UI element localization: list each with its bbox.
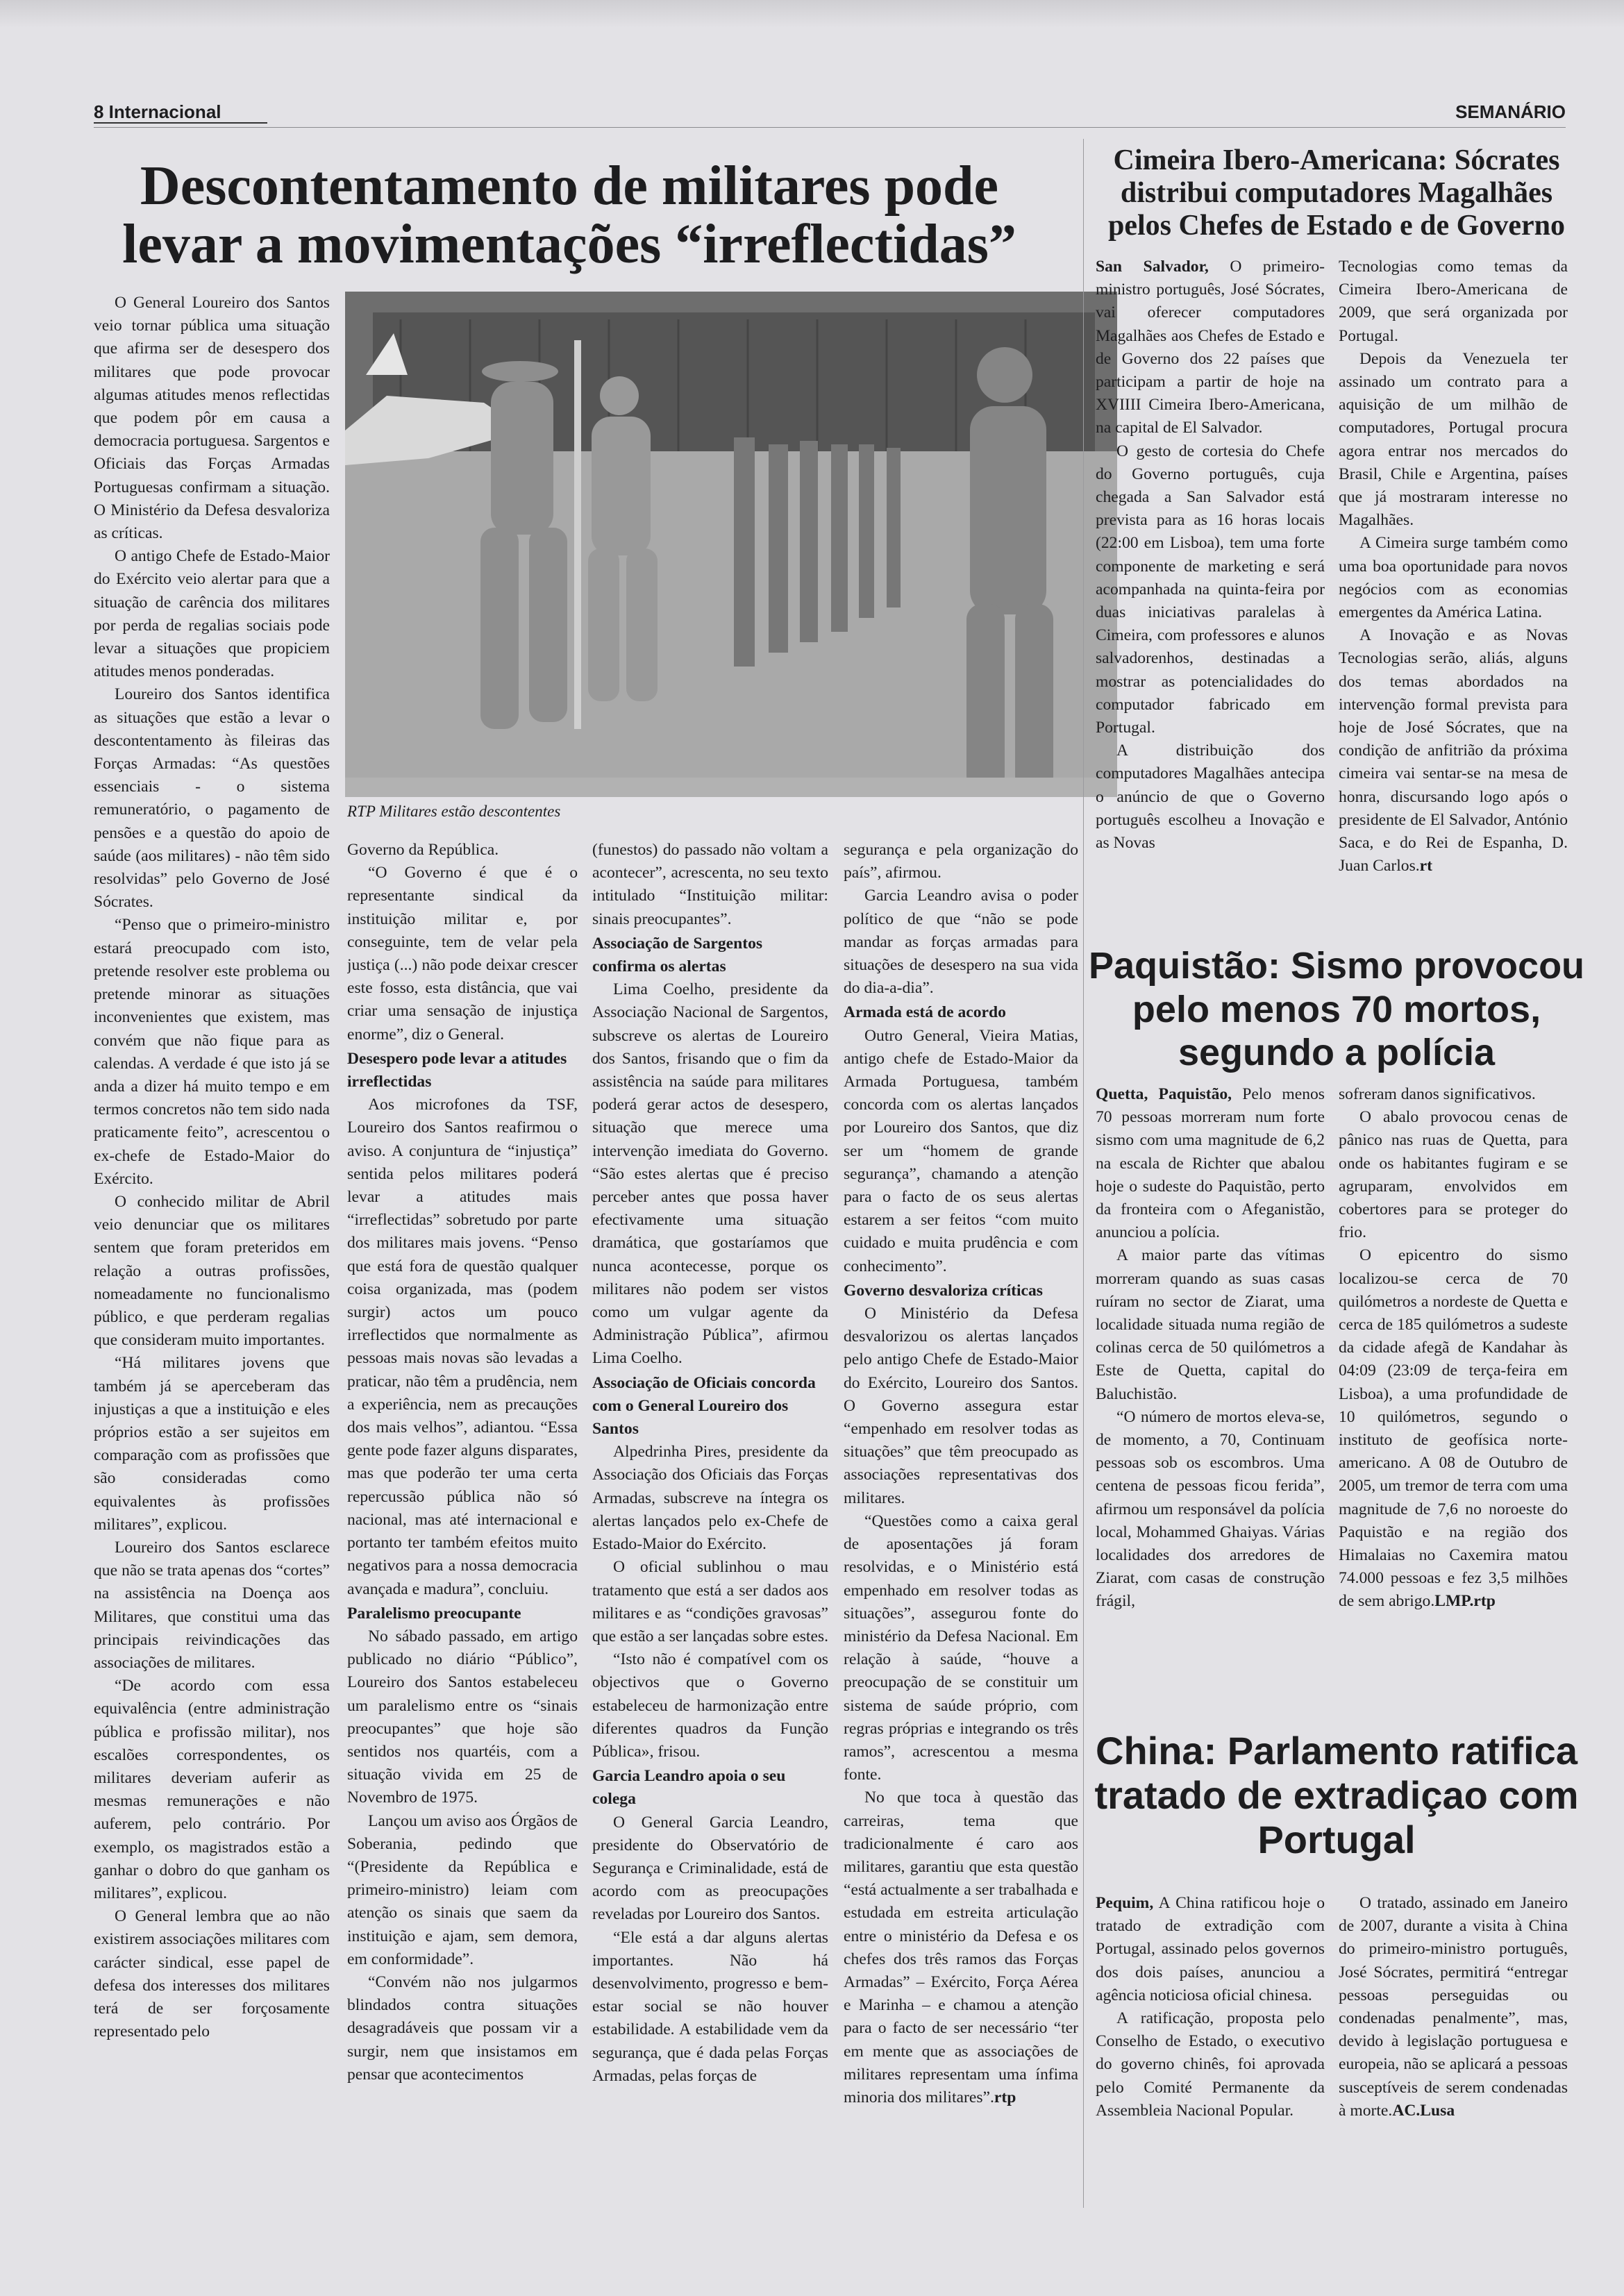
- paragraph: [592, 1648, 828, 1763]
- paragraph-text: O tratado, assinado em Janeiro de 2007, durante a visita à China do primeiro-ministro português, José Sócrates, permitirá “entregar pessoas perseguidas ou condenadas penalmente”, mas, devido à legislação portuguesa e europeia, não se aplicará a pessoas susceptíveis de serem condenadas à morte.: [1339, 1894, 1568, 2120]
- paragraph: [347, 839, 578, 862]
- paragraph-text: A Inovação e as Novas Tecnologias serão, aliás, alguns dos temas abordados na intervenção formal prevista para hoje de José Sócrates, que na condição de anfitrião da próxima cimeira vai sentar-se na mesa de honra, discursando logo após o presidente de El Salvador, António Saca, e do Rei de Espanha, D. Juan Carlos.: [1339, 626, 1568, 875]
- paragraph: [592, 1811, 828, 1927]
- byline-signature: LMP.rtp: [1434, 1592, 1496, 1611]
- cimeira-column-1: [1096, 255, 1325, 943]
- paragraph: [1339, 1244, 1568, 1613]
- main-article-column-1: [94, 292, 330, 2208]
- subheading: Desespero pode levar a atitudes irreflectidas: [347, 1049, 567, 1091]
- subheading: Armada está de acordo: [844, 1003, 1006, 1022]
- paragraph-text: (funestos) do passado não voltam a acontecer”, acrescenta, no seu texto intitulado “Instituição militar: sinais preocupantes”.: [592, 841, 828, 928]
- paragraph: [1096, 1083, 1325, 1244]
- byline-signature: AC.Lusa: [1392, 2101, 1455, 2120]
- paragraph: [1339, 348, 1568, 533]
- paragraph: [1339, 255, 1568, 348]
- paragraph: [592, 1441, 828, 1556]
- paragraph-text: A Cimeira surge também como uma boa oportunidade para novos negócios com as economias emergentes da América Latina.: [1339, 534, 1568, 622]
- section-underline: [94, 122, 267, 124]
- paragraph: [94, 545, 330, 683]
- paragraph: [592, 978, 828, 1370]
- paragraph-text: “O número de mortos eleva-se, de momento, a 70, Continuam pessoas sob os escombros. Uma centena de pessoas ficou ferida”, afirmou um responsável da polícia local, Mohammed Ghaiyas. Várias localidades dos arredores de Ziarat, com casas de construção frágil,: [1096, 1407, 1325, 1611]
- main-article-column-2: [347, 839, 578, 2208]
- paragraph-text: Lima Coelho, presidente da Associação Nacional de Sargentos, subscreve os alertas de Loureiro dos Santos, frisando que o fim da assistência na saúde para militares poderá gerar actos de desespero, situação que merece uma intervenção imediata do Governo. “São estes alertas que é preciso perceber antes que possa haver efectivamente uma situação dramática, que gostaríamos que nunca acontecesse, porque os militares não podem ser vistos como um vulgar agente da Administração Pública”, afirmou Lima Coelho.: [592, 980, 828, 1368]
- paragraph: [844, 1302, 1078, 1510]
- china-column-1: [1096, 1892, 1325, 2208]
- paragraph-text: Governo da República.: [347, 841, 499, 859]
- paragraph-text: O General Garcia Leandro, presidente do Observatório de Segurança e Criminalidade, está de acordo com as preocupações reveladas por Loureiro dos Santos.: [592, 1813, 828, 1924]
- paragraph: [592, 1927, 828, 2088]
- paragraph: [844, 885, 1078, 1000]
- paragraph-text: Alpedrinha Pires, presidente da Associação dos Oficiais das Forças Armadas, subscreve na íntegra os alertas lançados pelo ex-Chefe de Estado-Maior do Exército.: [592, 1443, 828, 1554]
- paragraph: [347, 1971, 578, 2086]
- paragraph: [844, 1025, 1078, 1278]
- paragraph: [94, 683, 330, 914]
- paragraph: [94, 1536, 330, 1675]
- header-divider: [94, 127, 1566, 128]
- paragraph: [1339, 532, 1568, 624]
- paragraph: [1096, 2007, 1325, 2122]
- paragraph-text: O gesto de cortesia do Chefe do Governo português, cuja chegada a San Salvador está prevista para as 16 horas locais (22:00 em Lisboa), tem uma forte componente de marketing e será acompanhada na quinta-feira por duas iniciativas paralelas à Cimeira, com professores e alunos salvadorenhos, destinadas a mostrar as potencialidades do computador fabricado em Portugal.: [1096, 442, 1325, 737]
- byline-signature: rt: [1419, 857, 1432, 875]
- paragraph: [1096, 1406, 1325, 1614]
- soldiers-photo-illustration: [345, 292, 1117, 797]
- paragraph-text: “Convém não nos julgarmos blindados contra situações desagradáveis que possam vir a surgir, nem que insistamos em pensar que acontecimentos: [347, 1972, 578, 2084]
- paragraph-text: Pelo menos 70 pessoas morreram num forte sismo com uma magnitude de 6,2 na escala de Richter que abalou hoje o sudeste do Paquistão, perto da fronteira com o Afeganistão, anunciou a polícia.: [1096, 1085, 1325, 1242]
- paragraph: [1096, 1892, 1325, 2007]
- paragraph-text: O primeiro-ministro português, José Sócrates, vai oferecer computadores Magalhães aos Chefes de Estado e de Governo dos 22 países que participam a partir de hoje na XVIIII Cimeira Ibero-Americana, na capital de El Salvador.: [1096, 258, 1325, 437]
- paragraph: [94, 914, 330, 1190]
- paragraph: [94, 1905, 330, 2043]
- scan-edge: [0, 0, 1624, 28]
- paragraph-text: No sábado passado, em artigo publicado no diário “Público”, Loureiro dos Santos estabeleceu um paralelismo entre os “sinais preocupantes” que hoje são sentidos nos quartéis, com a situação vivida em 25 de Novembro de 1975.: [347, 1627, 578, 1807]
- paragraph: [1096, 739, 1325, 855]
- paragraph: [844, 1510, 1078, 1786]
- paragraph: [1339, 624, 1568, 878]
- paragraph-text: Outro General, Vieira Matias, antigo chefe de Estado-Maior da Armada Portuguesa, também concorda com os alertas lançados por Loureiro dos Santos, que diz ser um “homem de grande segurança”, chamando a atenção para o facto de os seus alertas estarem a ser feitos “com muito cuidado e muita prudência e com conhecimento”.: [844, 1026, 1078, 1275]
- main-headline: Descontentamento de militares pode levar a movimentações “irreflectidas”: [122, 156, 1016, 275]
- paragraph: [94, 1675, 330, 1905]
- cimeira-column-2: [1339, 255, 1568, 943]
- paragraph-text: “O Governo é que é o representante sindical da instituição militar e, por conseguinte, tem de velar pela justiça (...) não pode deixar crescer este fosso, esta distância, que vai criar uma sensação de injustiça enorme”, diz o General.: [347, 864, 578, 1044]
- paragraph-text: O General Loureiro dos Santos veio tornar pública uma situação que afirma ser de desespero dos militares que pode provocar algumas atitudes menos reflectidas que podem pôr em causa a democracia portuguesa. Sargentos e Oficiais das Forças Armadas Portuguesas confirmam a situação. O Ministério da Defesa desvaloriza as críticas.: [94, 294, 330, 543]
- paquistao-headline: Paquistão: Sismo provocou pelo menos 70 mortos, segundo a polícia: [1088, 945, 1585, 1074]
- column-divider: [1083, 139, 1084, 2208]
- subheading: Governo desvaloriza críticas: [844, 1281, 1043, 1300]
- paragraph-text: No que toca à questão das carreiras, tema que tradicionalmente é caro aos militares, garantiu que esta questão “está actualmente a ser trabalhada e estudada em estreita articulação entre o ministério da Defesa e os chefes dos três ramos das Forças Armadas” – Exército, Força Aérea e Marinha – e chamou a atenção para o facto de ser necessário “ter em mente que as associações de militares representam uma ínfima minoria dos militares”.: [844, 1788, 1078, 2106]
- paragraph-text: Garcia Leandro avisa o poder político de que “não se pode mandar as forças armadas para situações de desespero na sua vida do dia-a-dia”.: [844, 887, 1078, 998]
- paragraph-text: sofreram danos significativos.: [1339, 1085, 1536, 1103]
- paragraph-text: O oficial sublinhou o mau tratamento que está a ser dados aos militares e as “condições gravosas” que estão a ser lançadas sobre estes.: [592, 1558, 828, 1645]
- page-header: [94, 101, 1566, 129]
- paragraph-text: “Questões como a caixa geral de aposentações já foram resolvidas, e o Ministério está empenhado em resolver todas as situações”, assegurou fonte do ministério da Defesa Nacional. Em relação à saúde, “houve a preocupação de se constituir um sistema de saúde próprio, com regras próprias e integrando os três ramos”, acrescentou a mesma fonte.: [844, 1511, 1078, 1784]
- paquistao-column-2: [1339, 1083, 1568, 1722]
- subheading: Associação de Oficiais concorda com o General Loureiro dos Santos: [592, 1373, 816, 1439]
- paragraph: [94, 292, 330, 545]
- paragraph: [844, 839, 1078, 885]
- paragraph-text: O abalo provocou cenas de pânico nas ruas de Quetta, para onde os habitantes fugiram e se agruparam, envolvidos em cobertores para se proteger do frio.: [1339, 1108, 1568, 1242]
- paragraph-text: segurança e pela organização do país”, afirmou.: [844, 841, 1078, 882]
- china-column-2: [1339, 1892, 1568, 2208]
- paragraph-text: “De acordo com essa equivalência (entre administração pública e profissão militar), nos escalões correspondentes, os militares deveriam auferir as mesmas remunerações e não auferem, pelo contrário. Por exemplo, os magistrados estão a ganhar o dobro do que ganham os militares”, explicou.: [94, 1677, 330, 1903]
- paragraph: [1096, 1244, 1325, 1405]
- paragraph: [1339, 1892, 1568, 2122]
- paragraph: [1339, 1083, 1568, 1106]
- paragraph-text: A distribuição dos computadores Magalhães antecipa o anúncio de que o Governo português escolheu a Inovação e as Novas: [1096, 741, 1325, 853]
- paragraph-text: O Ministério da Defesa desvalorizou os alertas lançados pelo antigo Chefe de Estado-Maior do Exército, Loureiro dos Santos. O Governo assegura estar “empenhado em resolver todas as situações” que têm preocupado as associações representativas dos militares.: [844, 1305, 1078, 1507]
- dateline: Pequim,: [1096, 1894, 1154, 1912]
- paragraph: [592, 1556, 828, 1648]
- paquistao-column-1: [1096, 1083, 1325, 1722]
- dateline: Quetta, Paquistão,: [1096, 1085, 1232, 1103]
- cimeira-headline: Cimeira Ibero-Americana: Sócrates distribui computadores Magalhães pelos Chefes de Estado e de Governo: [1108, 144, 1565, 242]
- paragraph-text: O epicentro do sismo localizou-se cerca de 70 quilómetros a nordeste de Quetta e cerca de 185 quilómetros a sudeste da cidade afegã de Kandahar às 04:09 (23:09 de terça-feira em Lisboa), a uma profundidade de 10 quilómetros, segundo o instituto de geofísica norte-americano. A 08 de Outubro de 2005, um tremor de terra com uma magnitude de 7,6 no noroeste do Paquistão e na região dos Himalaias no Caxemira matou 74.000 pessoas e fez 3,5 milhões de sem abrigo.: [1339, 1246, 1568, 1611]
- paragraph: [1096, 255, 1325, 440]
- paragraph: [347, 1093, 578, 1600]
- paragraph-text: Loureiro dos Santos identifica as situações que estão a levar o descontentamento às fileiras das Forças Armadas: “As questões essenciais - o sistema remuneratório, o pagamento de pensões e a questão do apoio de saúde (aos militares) - não têm sido resolvidas” pelo Governo de José Sócrates.: [94, 685, 330, 912]
- photo-caption: RTP Militares estão descontentes: [347, 803, 561, 820]
- paragraph-text: O General lembra que ao não existirem associações militares com carácter sindical, esse papel de defesa dos interesses dos militares terá de ser forçosamente representado pelo: [94, 1907, 330, 2041]
- section-label: 8 Internacional: [94, 101, 221, 122]
- paragraph: [1096, 440, 1325, 740]
- subheading: Associação de Sargentos confirma os alertas: [592, 934, 763, 976]
- paragraph-text: Loureiro dos Santos esclarece que não se trata apenas dos “cortes” na assistência na Doença aos Militares, que constitui uma das principais reivindicações das associações de militares.: [94, 1538, 330, 1672]
- paragraph: [1339, 1106, 1568, 1244]
- paragraph-text: Depois da Venezuela ter assinado um contrato para a aquisição de um milhão de computadores, Portugal procura agora entrar nos mercados do Brasil, Chile e Argentina, países que já mostraram interesse no Magalhães.: [1339, 349, 1568, 530]
- paragraph-text: O antigo Chefe de Estado-Maior do Exército veio alertar para que a situação de carência dos militares por perda de regalias sociais pode levar a situações que propiciem atitudes menos ponderadas.: [94, 547, 330, 681]
- paragraph-text: “Isto não é compatível com os objectivos que o Governo estabeleceu de harmonização entre diferentes quadros da Função Pública», frisou.: [592, 1650, 828, 1761]
- soldiers-photo: [345, 292, 1117, 797]
- china-headline: China: Parlamento ratifica tratado de extradiçao com Portugal: [1094, 1729, 1579, 1861]
- paragraph-text: A China ratificou hoje o tratado de extradição com Portugal, assinado pelos governos dos dois países, anunciou a agência noticiosa oficial chinesa.: [1096, 1894, 1325, 2004]
- paragraph: [94, 1352, 330, 1536]
- paragraph-text: O conhecido militar de Abril veio denunciar que os militares sentem que foram preteridos em relação a outras profissões, nomeadamente no funcionalismo público, e que perderam regalias que consideram muito importantes.: [94, 1192, 330, 1350]
- paragraph: [347, 1810, 578, 1971]
- subheading: Paralelismo preocupante: [347, 1604, 521, 1623]
- main-article-column-3: [592, 839, 828, 2208]
- main-article-column-4: [844, 839, 1078, 2208]
- paragraph: [844, 1786, 1078, 2109]
- paragraph: [94, 1191, 330, 1352]
- masthead: SEMANÁRIO: [1455, 101, 1566, 122]
- subheading: Garcia Leandro apoia o seu colega: [592, 1767, 786, 1809]
- paragraph-text: Lançou um aviso aos Órgãos de Soberania, pedindo que “(Presidente da República e primeiro-ministro) leiam com atenção os sinais que saem da instituição e ajam, sem demora, em conformidade”.: [347, 1811, 578, 1968]
- byline-signature: rtp: [994, 2088, 1016, 2106]
- paragraph: [347, 862, 578, 1046]
- dateline: San Salvador,: [1096, 258, 1209, 276]
- paragraph-text: Tecnologias como temas da Cimeira Ibero-Americana de 2009, que será organizada por Portugal.: [1339, 258, 1568, 345]
- paragraph: [592, 839, 828, 931]
- paragraph: [347, 1625, 578, 1810]
- paragraph-text: A ratificação, proposta pelo Conselho de Estado, o executivo do governo chinês, foi aprovada pelo Comité Permanente da Assembleia Nacional Popular.: [1096, 2009, 1325, 2120]
- paragraph-text: Aos microfones da TSF, Loureiro dos Santos reafirmou o aviso. A conjuntura de “injustiça” sentida pelos militares poderá levar a atitudes mais “irreflectidas” sobretudo por parte dos militares mais jovens. “Penso que está fora de questão qualquer coisa organizada, mas (podem surgir) actos um pouco irreflectidos que normalmente as pessoas mais novas são levadas a praticar, não têm a prudência, nem a experiência, nem as precauções dos mais velhos”, adiantou. “Essa gente pode fazer alguns disparates, mas que poderão ter uma certa repercussão pública não só nacional, mas até internacional e portanto ter também efeitos muito negativos para a nossa democracia avançada e madura”, concluiu.: [347, 1096, 578, 1598]
- paragraph-text: A maior parte das vítimas morreram quando as suas casas ruíram no sector de Ziarat, uma localidade situada numa região de colinas cerca de 50 quilómetros a Este de Quetta, capital do Baluchistão.: [1096, 1246, 1325, 1403]
- paragraph-text: “Há militares jovens que também já se aperceberam das injustiças a que a instituição e eles próprios estão a ser sujeitos em comparação com as profissões que são consideradas como equivalentes às profissões militares”, explicou.: [94, 1354, 330, 1534]
- paragraph-text: “Ele está a dar alguns alertas importantes. Não há desenvolvimento, progresso e bem-estar social se não houver estabilidade. A estabilidade vem da segurança, que é dada pelas Forças Armadas, pelas forças de: [592, 1928, 828, 2085]
- paragraph-text: “Penso que o primeiro-ministro estará preocupado com isto, pretende resolver este problema ou pretende minorar as situações inconvenientes que existem, mas convém que não fique para as calendas. A verdade é que isto já se anda a dizer há muito tempo e em termos concretos não tem sido nada praticamente feito”, acrescentou o ex-chefe de Estado-Maior do Exército.: [94, 916, 330, 1188]
